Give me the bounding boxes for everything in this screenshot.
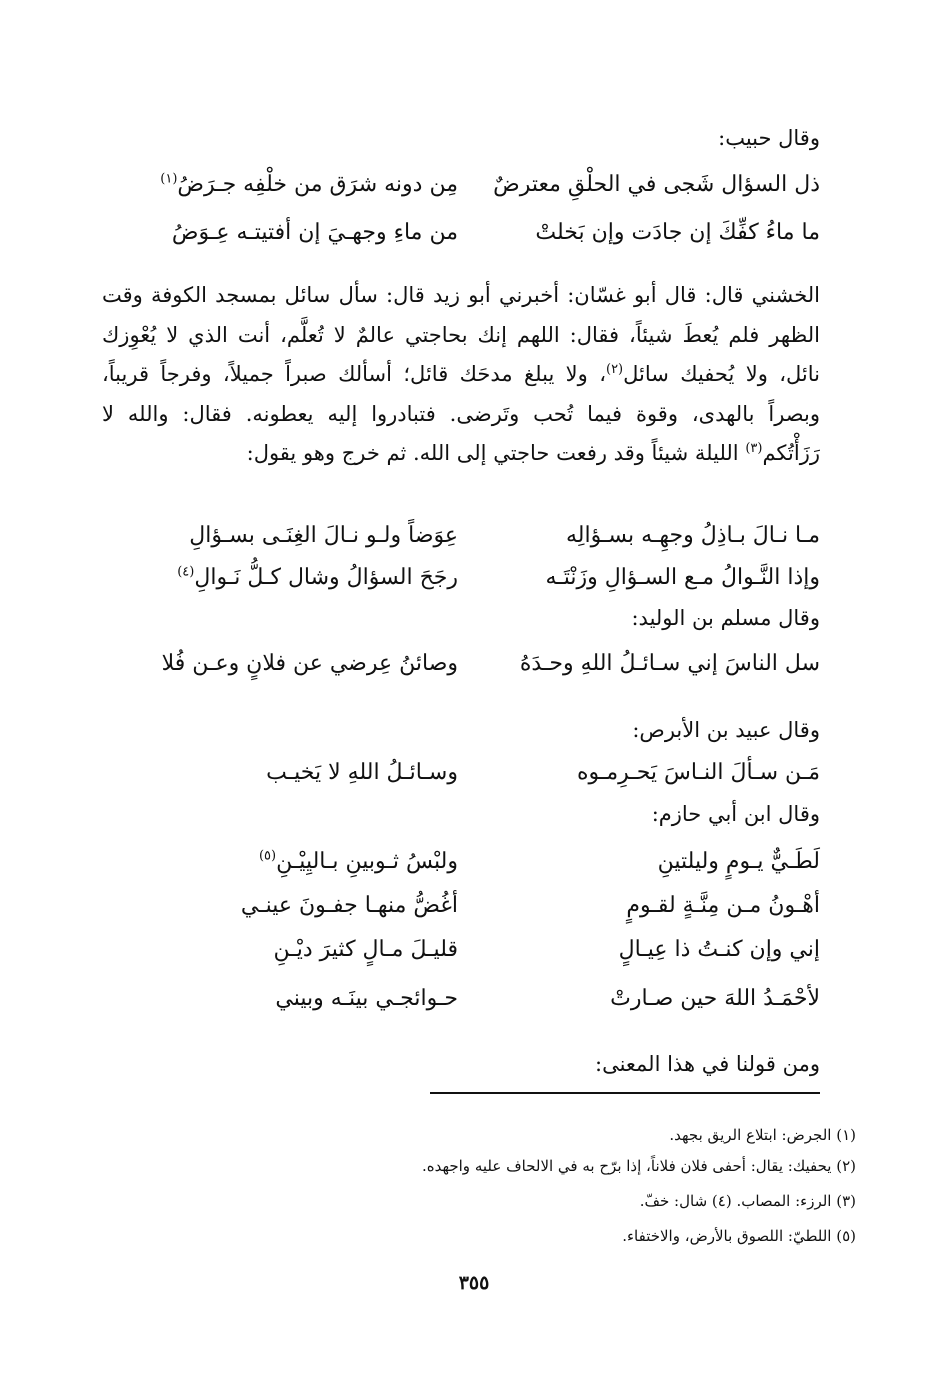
paragraph-text: ، ولا يبلغ مدحَك قائل؛ أسألك صبراً جميلاً، وفرجاً قريباً، وبصراً بالهدى، وقوة فيما تُحب وتَرضى. فتبادروا إليه يعطونه. فقال: والله لا رَزَأْتُكم xyxy=(102,362,820,465)
heading-habib: وقال حبيب: xyxy=(718,126,820,150)
footnote-marker: (٢) xyxy=(605,362,624,377)
footnote-marker: (٤) xyxy=(177,564,195,580)
verse-text: ولبْسُ ثـوبينِ بـاليِيْـنِ xyxy=(276,849,458,874)
verse-hemistich-first: مَـن سـألَ النـاسَ يَحـرِمـوه xyxy=(576,760,820,785)
verse-hemistich-second: من ماءِ وجهـيَ إن أفتيتـه عِـوَضُ xyxy=(171,220,458,245)
footnote-5: (٥) اللطيّ: اللصوق بالأرض، والاختفاء. xyxy=(622,1227,856,1245)
verse-text: رجَحَ السؤالُ وشال كـلُّ نَـوالِ xyxy=(194,565,458,590)
verse-hemistich-second: وصائنُ عِرضي عن فلانٍ وعـن فُلا xyxy=(161,651,458,676)
verse-hemistich-second: وسـائـلُ اللهِ لا يَخيـب xyxy=(266,760,458,785)
footnote-divider xyxy=(430,1092,820,1094)
verse-hemistich-first: سل الناسَ إني سـائـلُ اللهِ وحـدَهُ xyxy=(519,651,820,676)
verse-5-2 xyxy=(128,884,820,928)
verse-hemistich-first: أهْـونُ مـن مِنَّـةٍ لقـومٍ xyxy=(626,893,820,918)
verse-hemistich-second: قليـلَ مـالٍ كثيرَ ديْـنِ xyxy=(273,937,458,962)
footnote-marker: (١) xyxy=(160,171,178,187)
verse-hemistich-second: عِوَضاً ولـو نـالَ الغِنَـى بسـؤالِ xyxy=(189,523,458,548)
verse-hemistich-first: لأحْمَـدُ اللهَ حين صـارتْ xyxy=(610,986,820,1011)
verse-1-2 xyxy=(128,211,820,255)
verse-hemistich-second xyxy=(128,556,458,600)
verse-text: مِن دونه شرَق من خلْفِه جـرَضُ xyxy=(177,172,458,197)
verse-3-1 xyxy=(128,642,820,686)
heading-ibn-abi-hazim: وقال ابن أبي حازم: xyxy=(651,802,820,826)
paragraph-text: الليلة شيئاً وقد رفعت حاجتي إلى الله. ثم خرج وهو يقول: xyxy=(246,441,746,465)
footnote-marker: (٣) xyxy=(745,441,763,456)
verse-hemistich-first: وإذا النَّـوالُ مـع السـؤالِ وزَنْتَـه xyxy=(545,565,820,590)
verse-4-1 xyxy=(128,751,820,795)
heading-ubayd: وقال عبيد بن الأبرص: xyxy=(632,718,820,742)
verse-1-1 xyxy=(128,163,820,207)
verse-hemistich-second: أغُضُّ منهـا جفـونَ عينـي xyxy=(240,893,458,918)
verse-hemistich-second: حـوائجـي بينَـه وبيني xyxy=(275,986,458,1011)
verse-hemistich-second xyxy=(128,840,458,884)
page-number: ٣٥٥ xyxy=(458,1272,490,1294)
prose-paragraph xyxy=(102,276,820,474)
verse-2-1 xyxy=(128,514,820,558)
closing-line: ومن قولنا في هذا المعنى: xyxy=(595,1052,820,1076)
verse-hemistich-first: ذل السؤال شَجى في الحلْقِ معترضٌ xyxy=(493,172,820,197)
verse-5-4 xyxy=(128,977,820,1021)
verse-2-2 xyxy=(128,556,820,600)
verse-hemistich-first: ما ماءُ كفِّكَ إن جادَت وإن بَخلتْ xyxy=(535,220,820,245)
verse-hemistich-first: إني وإن كنـتُ ذا عِيـالٍ xyxy=(618,937,820,962)
verse-5-1 xyxy=(128,840,820,884)
verse-hemistich-first: لَطَـيٌّ يـومٍ وليلتينِ xyxy=(657,849,820,874)
footnote-3-4: (٣) الرزء: المصاب. (٤) شال: خفّ. xyxy=(639,1192,856,1210)
heading-muslim: وقال مسلم بن الوليد: xyxy=(631,606,820,630)
verse-5-3 xyxy=(128,928,820,972)
footnote-1: (١) الجرض: ابتلاع الريق بجهد. xyxy=(669,1126,856,1144)
verse-hemistich-first: مـا نـالَ بـاذِلُ وجهِـه بسـؤالِه xyxy=(566,523,820,548)
paragraph-text: الخشني قال: قال أبو غسّان: أخبرني أبو زيد قال: سأل سائل بمسجد الكوفة وقت الظهر فلم يُعطَ شيئاً، فقال: اللهم إنك بحاجتي عالمٌ لا تُعلَّم، أنت الذي لا يُعْوِزك نائل، ولا يُحفيك سائل xyxy=(102,283,820,386)
footnote-2: (٢) يحفيك: يقال: أحفى فلان فلاناً، إذا برّح به في الالحاف عليه واجهده. xyxy=(421,1157,856,1175)
verse-hemistich-second xyxy=(128,163,458,207)
footnote-marker: (٥) xyxy=(258,848,277,864)
